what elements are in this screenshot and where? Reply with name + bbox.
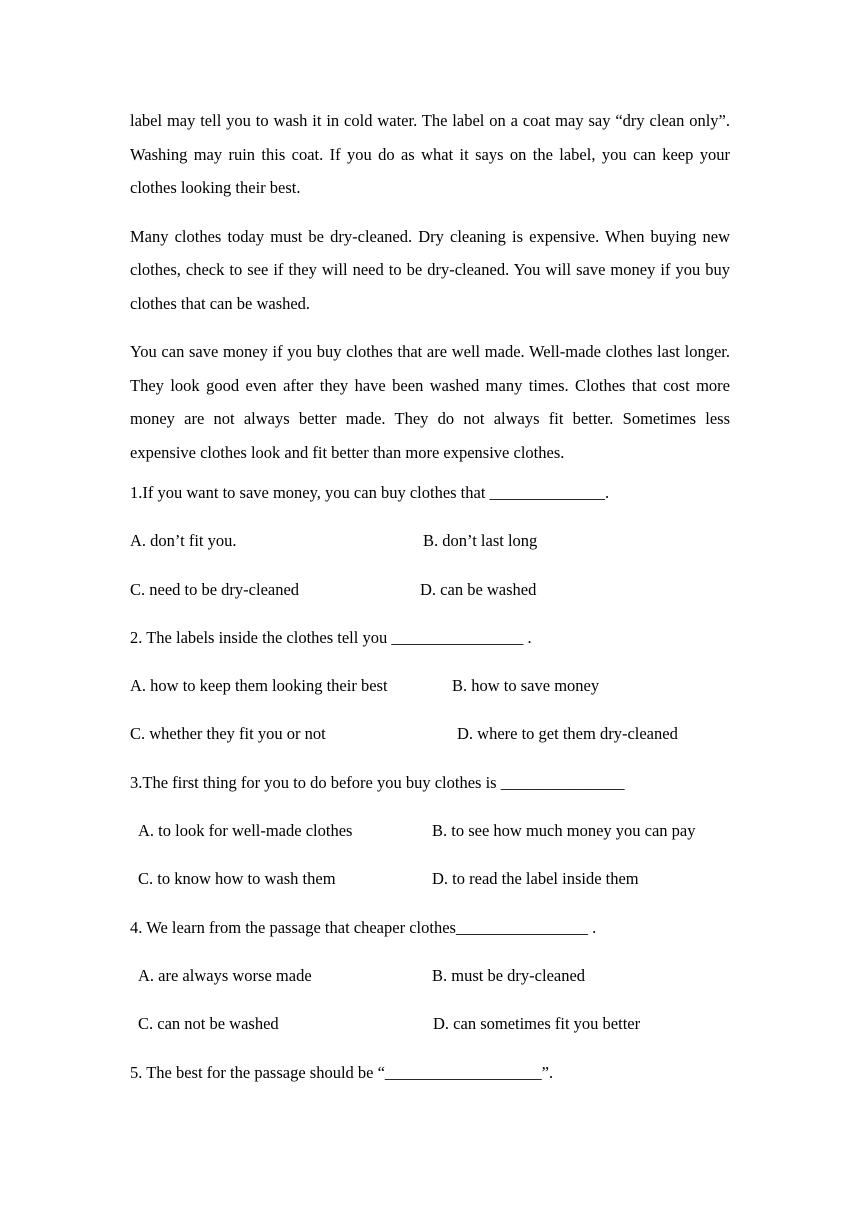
question-1-option-d: D. can be washed	[420, 579, 537, 599]
question-1-stem: 1.If you want to save money, you can buy clothes that ______________.	[130, 483, 610, 502]
question-2-stem: 2. The labels inside the clothes tell you ________________ .	[130, 627, 532, 647]
passage-paragraph-3: You can save money if you buy clothes that are well made. Well-made clothes last longer. They look good even after they have been washed many times. Clothes that cost more money are not always better made. They do not always fit better. Sometimes less expensive clothes look and fit better than more expensive clothes.	[130, 342, 730, 462]
reading-passage-page	[130, 104, 730, 1097]
passage-paragraph-1: label may tell you to wash it in cold water. The label on a coat may say “dry clean only”. Washing may ruin this coat. If you do as what it says on the label, you can keep your clothes looking their best.	[130, 111, 730, 197]
passage-paragraph-2: Many clothes today must be dry-cleaned. Dry cleaning is expensive. When buying new clothes, check to see if they will need to be dry-cleaned. You will save money if you buy clothes that can be washed.	[130, 226, 730, 313]
question-3-option-b: B. to see how much money you can pay	[432, 821, 696, 841]
question-5-stem: 5. The best for the passage should be “___________________”.	[130, 1062, 554, 1082]
question-4-options-row-2	[130, 1000, 730, 1048]
question-3-options-row-2	[130, 855, 730, 903]
question-2-options-row-2	[130, 710, 730, 758]
question-4-option-d: D. can sometimes fit you better	[433, 1014, 641, 1034]
question-1-option-a: A. don’t fit you.	[130, 531, 237, 551]
question-3-option-d: D. to read the label inside them	[432, 869, 639, 889]
question-2-option-c: C. whether they fit you or not	[130, 724, 326, 744]
question-4-option-c: C. can not be washed	[138, 1014, 279, 1034]
question-1-options-row-1	[130, 517, 730, 565]
question-2-option-d: D. where to get them dry-cleaned	[457, 724, 678, 744]
question-1-option-b: B. don’t last long	[423, 531, 538, 551]
question-3-option-c: C. to know how to wash them	[138, 869, 336, 889]
question-2-option-a: A. how to keep them looking their best	[130, 676, 388, 696]
question-4-option-a: A. are always worse made	[138, 965, 312, 985]
question-3-stem: 3.The first thing for you to do before you buy clothes is _______________	[130, 772, 625, 792]
question-1-option-c: C. need to be dry-cleaned	[130, 579, 300, 599]
question-1-options-row-2	[130, 566, 730, 614]
question-2-option-b: B. how to save money	[452, 676, 600, 696]
question-3-option-a: A. to look for well-made clothes	[138, 821, 353, 841]
question-4-options-row-1	[130, 952, 730, 1000]
question-2-options-row-1	[130, 662, 730, 710]
question-3-options-row-1	[130, 807, 730, 855]
question-4-stem: 4. We learn from the passage that cheaper clothes________________ .	[130, 917, 597, 937]
question-4-option-b: B. must be dry-cleaned	[432, 965, 586, 985]
